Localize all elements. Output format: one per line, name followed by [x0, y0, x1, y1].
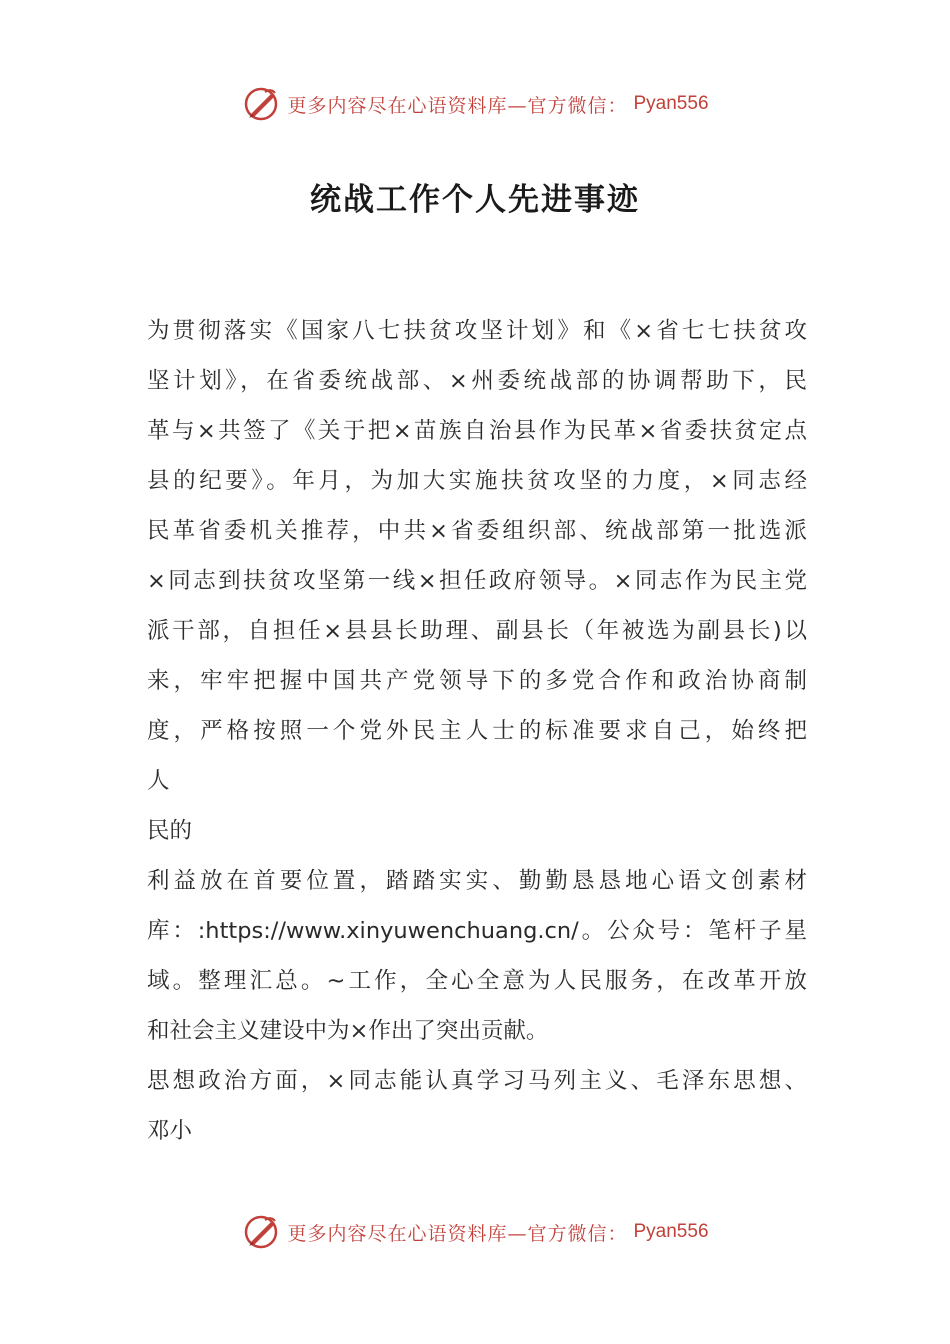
pen-seal-logo-icon	[241, 84, 281, 124]
body-line: 域。整理汇总。~工作，全心全意为人民服务，在改革开放	[147, 968, 807, 994]
footer-banner	[0, 1210, 950, 1254]
body-line: 来，牢牢把握中国共产党领导下的多党合作和政治协商制	[147, 668, 807, 694]
body-line: 库：:https://www.xinyuwenchuang.cn/。公众号：笔杆子星	[147, 918, 807, 944]
pen-seal-logo-icon	[241, 1212, 281, 1252]
document-title: 统战工作个人先进事迹	[310, 182, 640, 218]
body-line: 思想政治方面，×同志能认真学习马列主义、毛泽东思想、	[147, 1068, 807, 1094]
footer-banner-id: Pyan556	[633, 1221, 709, 1242]
body-line: 革与×共签了《关于把×苗族自治县作为民革×省委扶贫定点	[147, 418, 807, 444]
body-line: 人	[147, 768, 170, 794]
body-line: 坚计划》，在省委统战部、×州委统战部的协调帮助下，民	[147, 368, 807, 394]
body-line: 民革省委机关推荐，中共×省委组织部、统战部第一批选派	[147, 518, 807, 544]
body-line: 利益放在首要位置，踏踏实实、勤勤恳恳地心语文创素材	[147, 868, 807, 894]
body-line: 为贯彻落实《国家八七扶贫攻坚计划》和《×省七七扶贫攻	[147, 318, 807, 344]
footer-banner-text: 更多内容尽在心语资料库—官方微信：	[287, 1222, 628, 1245]
body-line: 度，严格按照一个党外民主人士的标准要求自己，始终把	[147, 718, 807, 744]
body-line: 民的	[147, 818, 193, 844]
body-line: ×同志到扶贫攻坚第一线×担任政府领导。×同志作为民主党	[147, 568, 807, 594]
header-banner-id: Pyan556	[633, 93, 709, 114]
body-line: 县的纪要》。年月，为加大实施扶贫攻坚的力度，×同志经	[147, 468, 807, 494]
body-line: 邓小	[147, 1118, 193, 1144]
header-banner	[0, 82, 950, 126]
document-body	[147, 306, 807, 1156]
body-line: 派干部，自担任×县县长助理、副县长（年被选为副县长)以	[147, 618, 807, 644]
header-banner-text: 更多内容尽在心语资料库—官方微信：	[287, 94, 628, 117]
body-line: 和社会主义建设中为×作出了突出贡献。	[147, 1018, 549, 1044]
